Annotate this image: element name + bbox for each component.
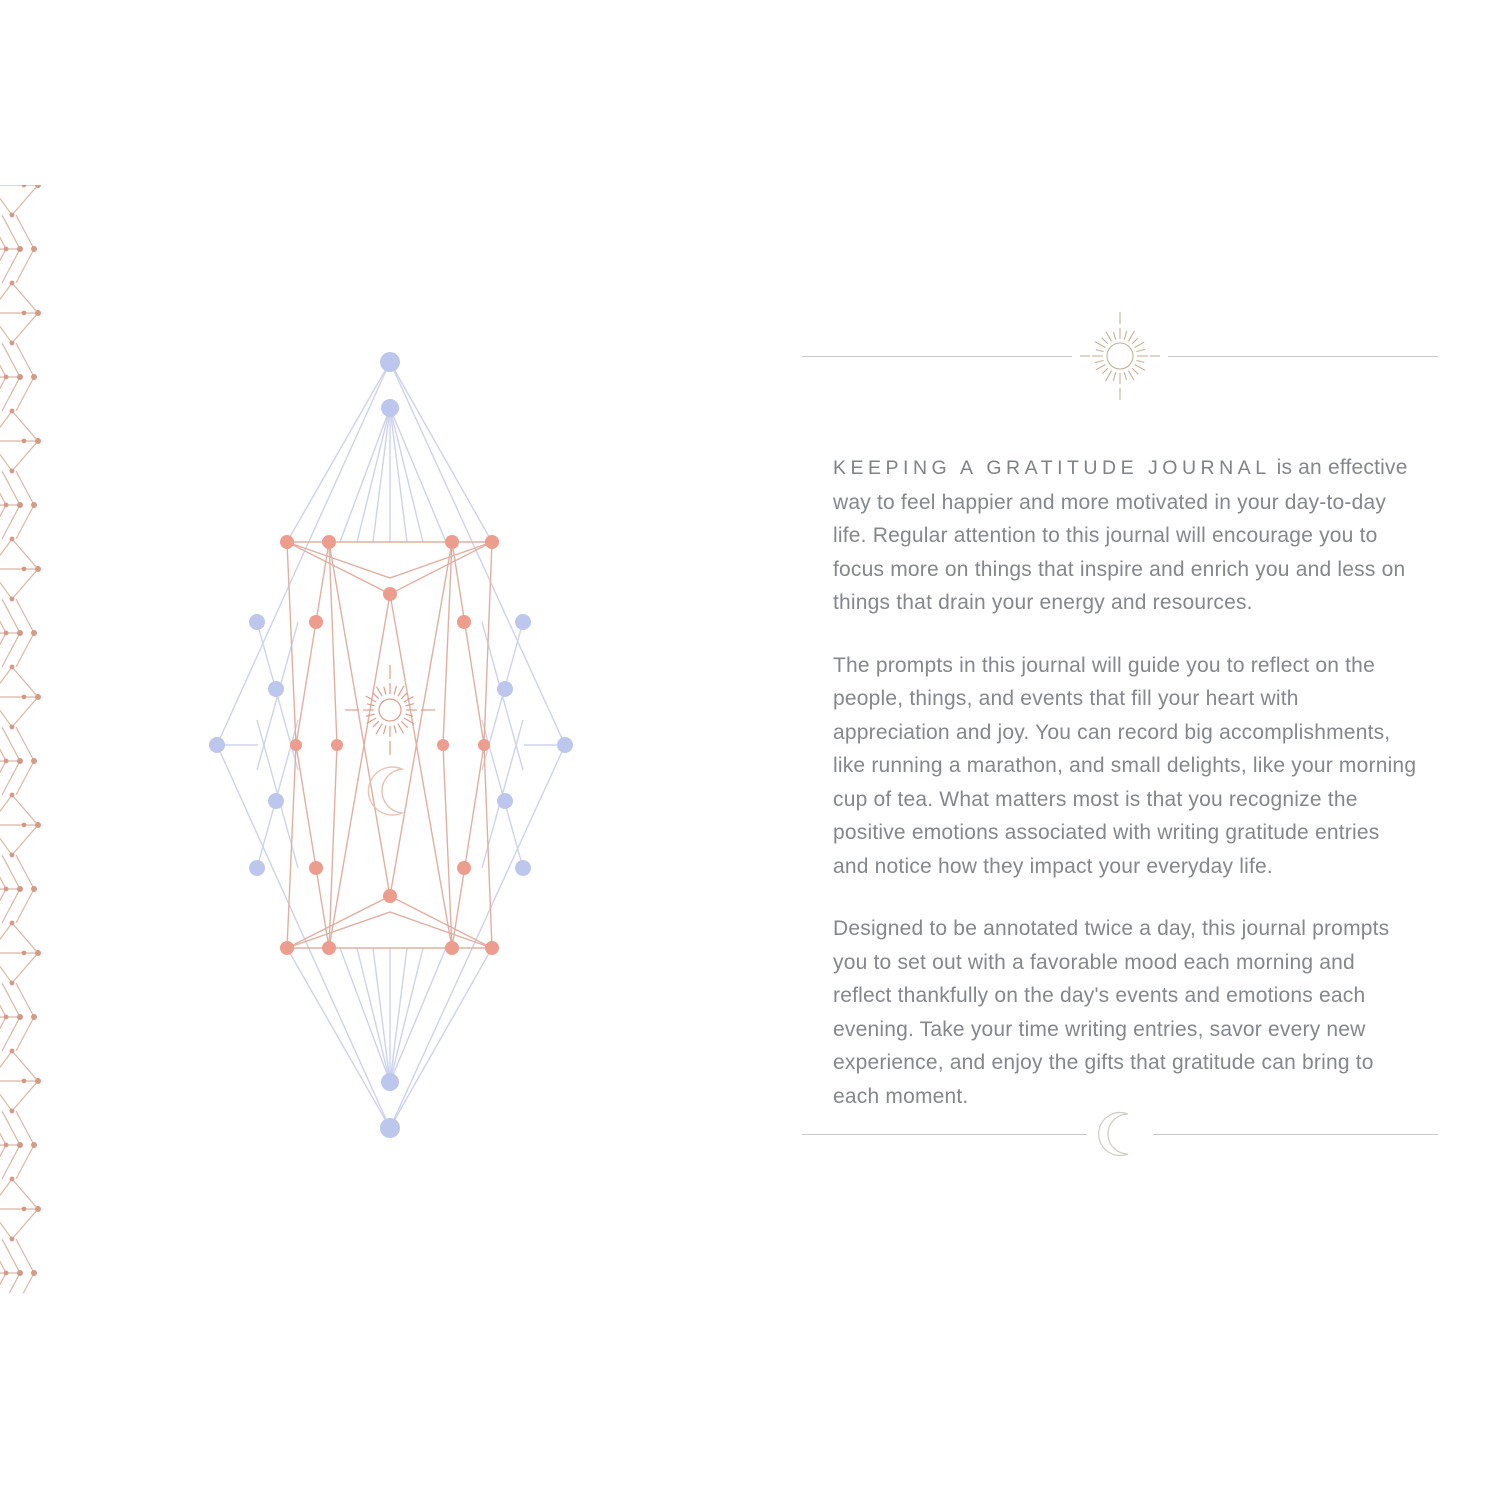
moon-icon (368, 767, 402, 815)
paragraph-3: Designed to be annotated twice a day, this journal prompts you to set out with a favorable mood each morning and reflect thankfully on the day's events and emotions each evening. Take your time writing entries, savor every new experience, and enjoy the gifts that gratitude can bring to each moment. (833, 917, 1390, 1108)
lead-in-caps: KEEPING A GRATITUDE JOURNAL (833, 457, 1271, 479)
rule-line-right (1153, 1134, 1438, 1135)
header-rule (802, 311, 1438, 401)
paragraph-1-rest: is an effective way to feel happier and more motivated in your day-to-day life. Regular attention to this journal will encourage you to focus more on things that inspire and enrich you and less on things that drain your energy and resources. (833, 456, 1408, 614)
geometric-crystal-illustration (170, 330, 610, 1150)
moon-icon (1087, 1090, 1153, 1178)
sun-icon (1072, 311, 1168, 401)
footer-rule (802, 1090, 1438, 1178)
chevron-diamond-border (0, 185, 48, 1293)
rule-line-left (802, 356, 1072, 357)
sun-icon (345, 665, 435, 755)
paragraph-1 (833, 451, 1419, 620)
intro-text (833, 451, 1419, 1142)
rule-line-right (1168, 356, 1438, 357)
rule-line-left (802, 1134, 1087, 1135)
paragraph-2: The prompts in this journal will guide you to reflect on the people, things, and events that fill your heart with appreciation and joy. You can record big accomplishments, like running a marathon, and small delights, like your morning cup of tea. What matters most is that you recognize the positive emotions associated with writing gratitude entries and notice how they impact your everyday life. (833, 653, 1417, 878)
